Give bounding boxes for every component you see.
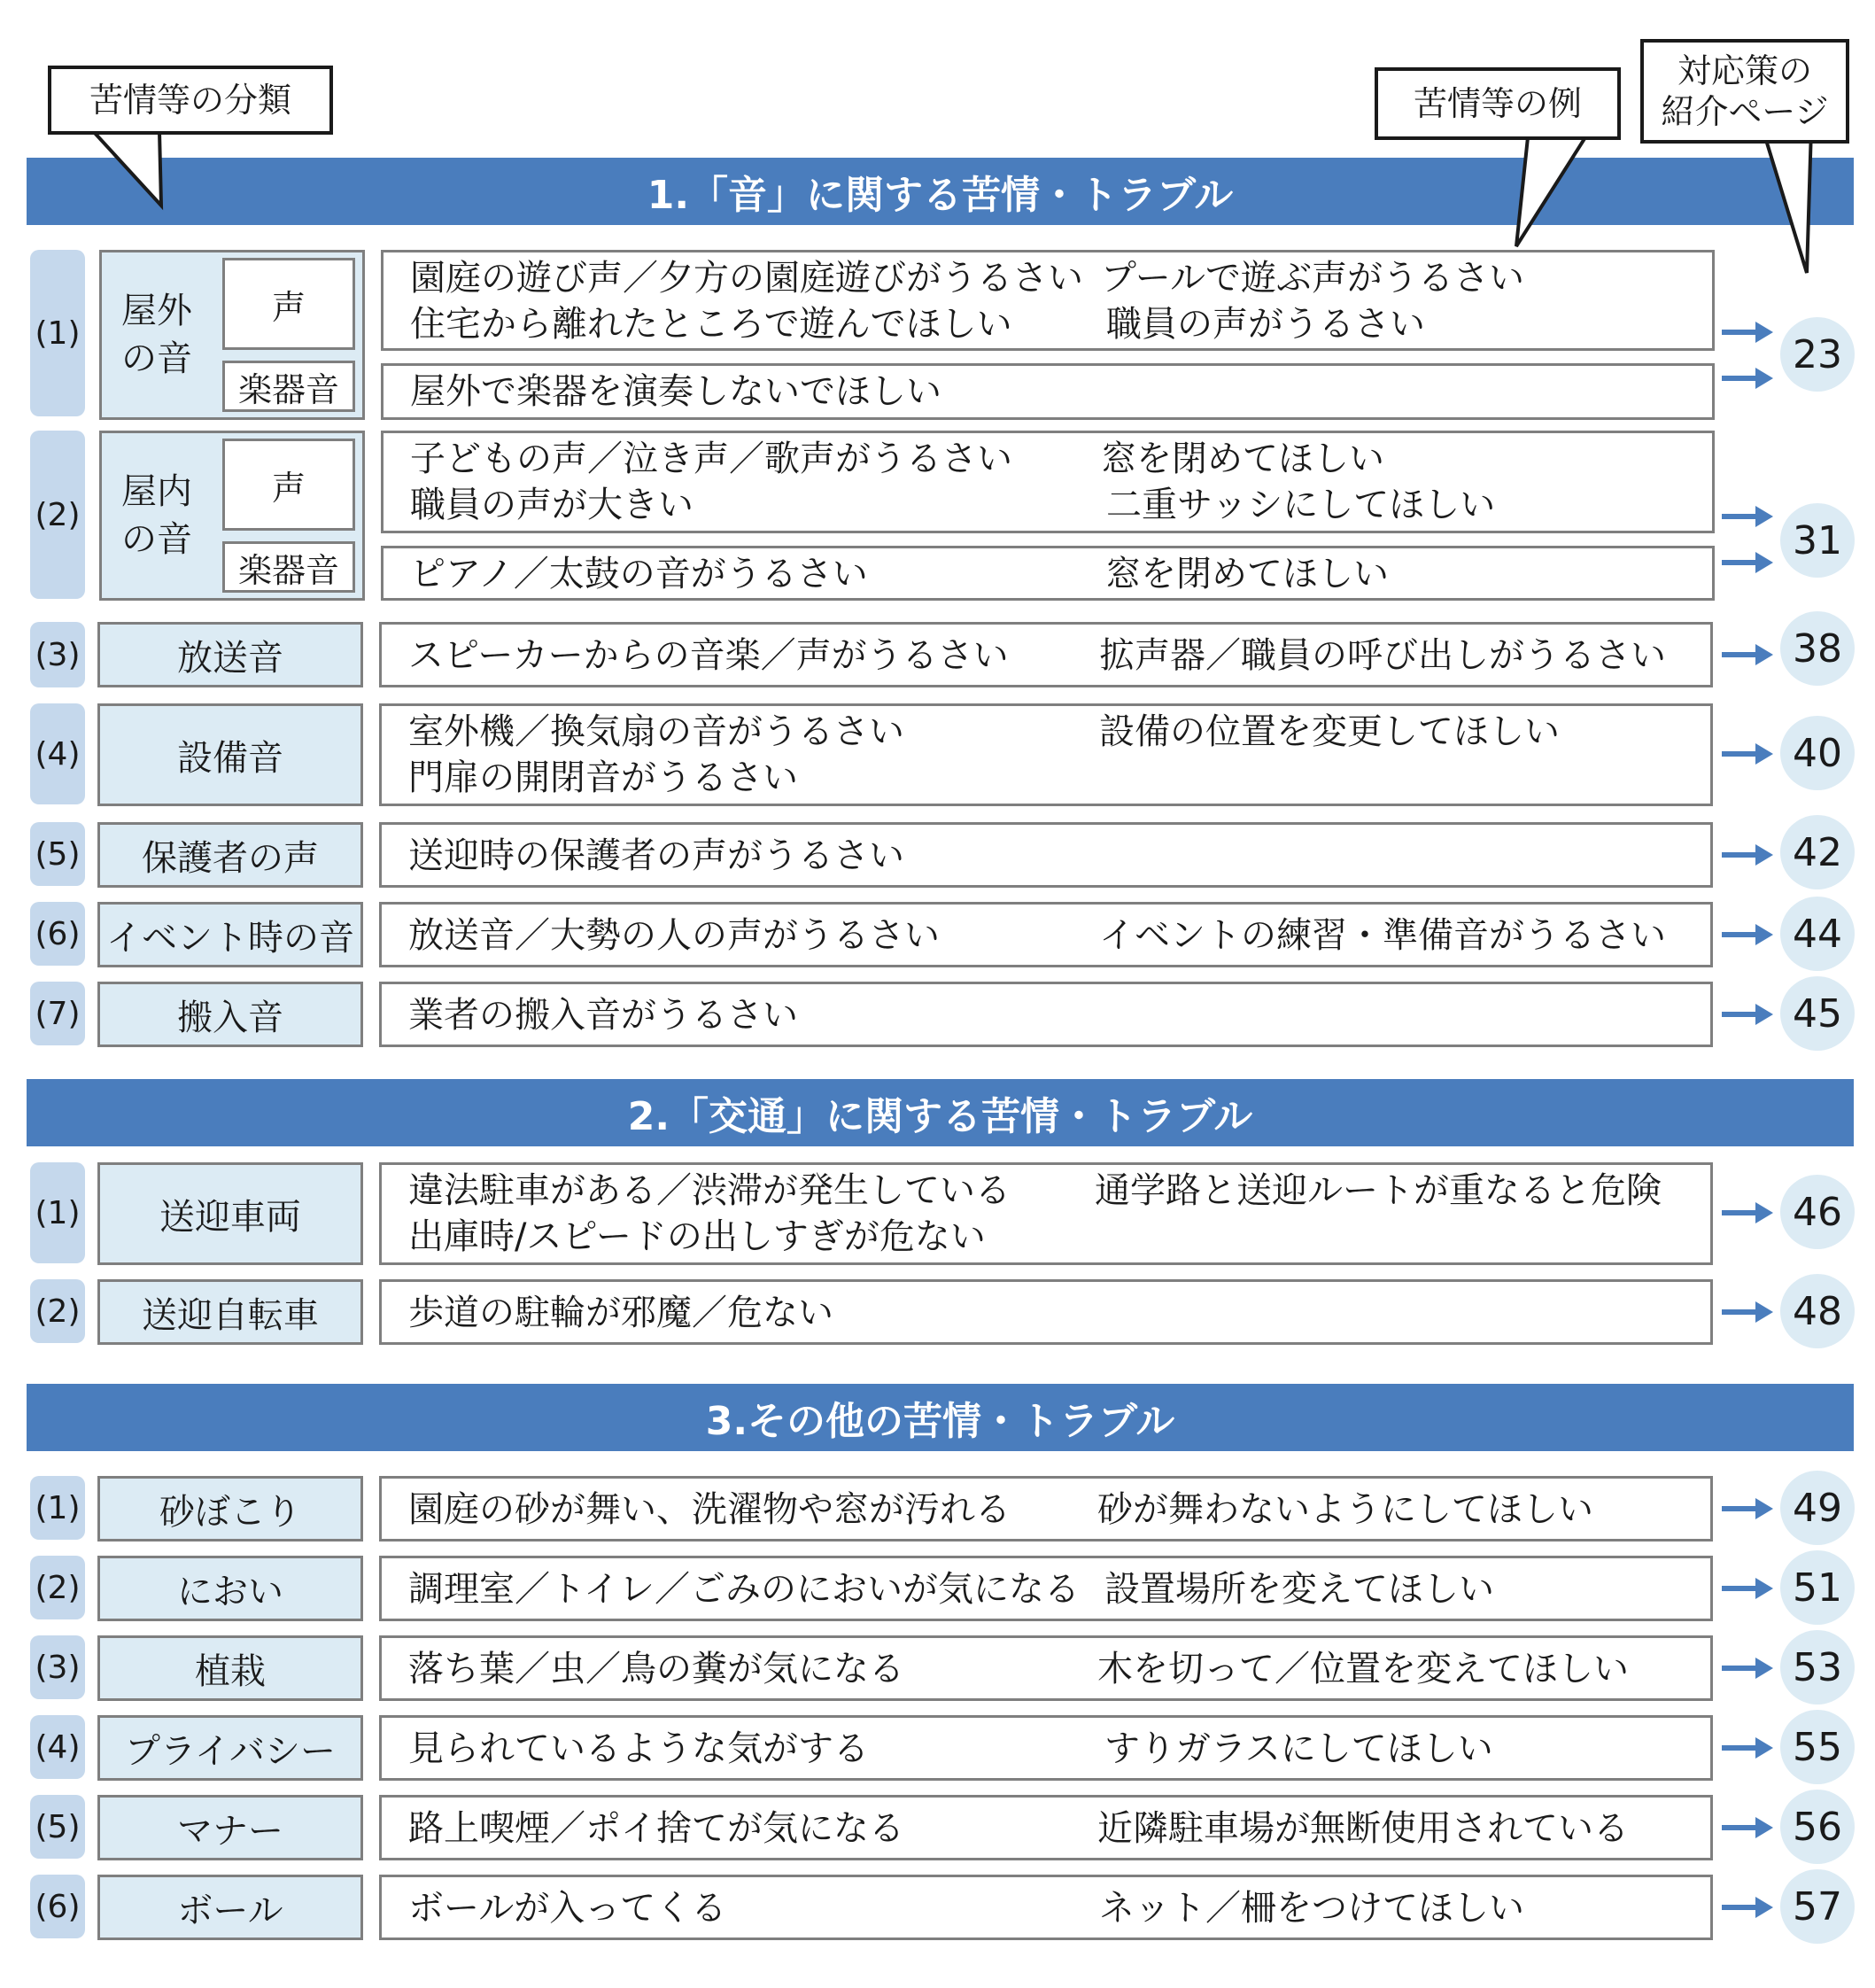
example-text: 職員の声がうるさい [1106,304,1425,345]
examples-box [379,1635,1713,1701]
row-number: (6) [30,902,85,966]
right-arrow-icon [1722,641,1775,668]
category-broadcast-sound: 放送音 [97,622,363,687]
right-arrow-icon [1722,549,1775,576]
example-text: 二重サッシにしてほしい [1106,485,1496,525]
page-number-badge[interactable]: 38 [1780,611,1855,686]
right-arrow-icon [1722,1814,1775,1841]
example-text: 見られているような気がする [408,1728,869,1769]
example-text: 路上喫煙／ポイ捨てが気になる [408,1808,904,1849]
example-text: 放送音／大勢の人の声がうるさい [408,915,940,956]
row-number: (2) [30,1279,85,1343]
category-name-line2: の音 [121,519,192,560]
example-text: 通学路と送迎ルートが重なると危険 [1095,1170,1662,1211]
page-number-badge[interactable]: 45 [1780,976,1855,1051]
example-text: 設置場所を変えてほしい [1104,1569,1494,1610]
page-number-badge[interactable]: 48 [1780,1274,1855,1348]
examples-box [379,982,1713,1047]
example-text: 砂が舞わないようにしてほしい [1097,1489,1593,1530]
example-text: 職員の声が大きい [410,485,693,525]
category-pickup-vehicles: 送迎車両 [97,1162,363,1265]
category-delivery-sound: 搬入音 [97,982,363,1047]
example-text: 住宅から離れたところで遊んでほしい [410,304,1012,345]
examples-box [379,703,1713,806]
row-number: (6) [30,1875,85,1938]
right-arrow-icon [1722,1735,1775,1761]
category-privacy: プライバシー [97,1715,363,1781]
right-arrow-icon [1722,1299,1775,1325]
row-number: (7) [30,982,85,1045]
section-banner-sound: 1.「音」に関する苦情・トラブル [27,158,1854,225]
page-number-badge[interactable]: 46 [1780,1175,1855,1249]
row-number: (1) [30,1162,85,1263]
examples-box [379,902,1713,967]
example-text: 窓を閉めてほしい [1101,439,1384,479]
examples-box [381,546,1715,601]
page-number-badge[interactable]: 57 [1780,1869,1855,1944]
example-text: 送迎時の保護者の声がうるさい [408,835,904,876]
row-number: (5) [30,822,85,886]
right-arrow-icon [1722,503,1775,530]
right-arrow-icon [1722,1001,1775,1028]
row-number: (2) [30,1556,85,1619]
subcategory-instrument: 楽器音 [222,361,355,412]
example-text: イベントの練習・準備音がうるさい [1099,915,1666,956]
examples-box [379,1715,1713,1781]
row-number: (4) [30,703,85,804]
category-callout-pointer [0,0,1875,283]
category-sand-dust: 砂ぼこり [97,1476,363,1541]
example-text: 窓を閉めてほしい [1105,554,1389,594]
row-number: (5) [30,1795,85,1859]
row-number: (4) [30,1715,85,1779]
category-event-sound: イベント時の音 [97,902,363,967]
section-banner-traffic: 2.「交通」に関する苦情・トラブル [27,1079,1854,1146]
examples-box [379,1556,1713,1621]
category-name-line1: 屋内 [121,471,192,512]
category-callout: 苦情等の分類 [48,66,333,135]
examples-box [381,363,1715,420]
category-parent-voices: 保護者の声 [97,822,363,888]
page-number-badge[interactable]: 53 [1780,1630,1855,1705]
example-text: 違法駐車がある／渋滞が発生している [408,1170,1011,1211]
examples-box [379,1795,1713,1860]
category-pickup-bicycles: 送迎自転車 [97,1279,363,1345]
page-number-badge[interactable]: 23 [1780,317,1855,392]
page-number-badge[interactable]: 31 [1780,503,1855,578]
examples-box [381,431,1715,533]
example-text: 屋外で楽器を演奏しないでほしい [410,371,941,412]
examples-box [379,1162,1713,1265]
page-number-badge[interactable]: 55 [1780,1710,1855,1784]
right-arrow-icon [1722,1575,1775,1602]
right-arrow-icon [1722,1200,1775,1226]
section-banner-other: 3.その他の苦情・トラブル [27,1384,1854,1451]
page-number-badge[interactable]: 44 [1780,897,1855,971]
page-number-badge[interactable]: 42 [1780,815,1855,889]
example-text: プールで遊ぶ声がうるさい [1101,258,1524,299]
example-text: 出庫時/スピードの出しすぎが危ない [408,1216,986,1257]
example-text: すりガラスにしてほしい [1104,1728,1493,1769]
right-arrow-icon [1722,842,1775,868]
category-name-line1: 屋外 [121,291,192,331]
category-indoor-sound [99,431,365,601]
category-name-line2: の音 [121,338,192,379]
examples-box [379,1875,1713,1940]
category-ball: ボール [97,1875,363,1940]
row-number: (1) [30,250,85,416]
category-equipment-sound: 設備音 [97,703,363,806]
category-odor: におい [97,1556,363,1621]
right-arrow-icon [1722,741,1775,767]
row-number: (3) [30,1635,85,1699]
examples-box [379,622,1713,687]
right-arrow-icon [1722,1894,1775,1921]
example-text: 室外機／換気扇の音がうるさい [408,711,904,752]
example-text: 園庭の遊び声／夕方の園庭遊びがうるさい [410,258,1083,299]
subcategory-voice: 声 [222,258,355,350]
subcategory-voice: 声 [222,439,355,531]
right-arrow-icon [1722,921,1775,948]
example-text: 歩道の駐輪が邪魔／危ない [408,1293,833,1333]
page-number-badge[interactable]: 51 [1780,1550,1855,1625]
example-text: 園庭の砂が舞い、洗濯物や窓が汚れる [408,1489,1011,1530]
examples-box [379,822,1713,888]
pages-callout-line1: 対応策の [1677,51,1812,90]
example-text: 近隣駐車場が無断使用されている [1097,1808,1629,1849]
example-text: 業者の搬入音がうるさい [408,995,798,1036]
page-number-badge[interactable]: 49 [1780,1471,1855,1545]
row-number: (1) [30,1476,85,1540]
example-text: 落ち葉／虫／鳥の糞が気になる [408,1649,904,1689]
examples-box [379,1476,1713,1541]
subcategory-instrument: 楽器音 [222,541,355,593]
right-arrow-icon [1722,1655,1775,1681]
row-number: (3) [30,622,85,687]
pages-callout [1640,39,1849,144]
example-text: ピアノ／太鼓の音がうるさい [410,554,868,594]
pages-callout-line2: 紹介ページ [1661,92,1829,131]
page-number-badge[interactable]: 56 [1780,1790,1855,1864]
example-text: 拡声器／職員の呼び出しがうるさい [1099,635,1666,676]
examples-box [379,1279,1713,1345]
example-text: ボールが入ってくる [408,1888,727,1929]
example-text: 設備の位置を変更してほしい [1099,711,1560,752]
right-arrow-icon [1722,1495,1775,1522]
example-text: 門扉の開閉音がうるさい [408,757,798,798]
example-text: 調理室／トイレ／ごみのにおいが気になる [408,1569,1080,1610]
page-number-badge[interactable]: 40 [1780,716,1855,790]
example-text: ネット／柵をつけてほしい [1099,1888,1524,1929]
example-text: スピーカーからの音楽／声がうるさい [408,635,1009,676]
example-text: 木を切って／位置を変えてほしい [1097,1649,1629,1689]
category-group-label [121,433,219,598]
category-plants: 植栽 [97,1635,363,1701]
right-arrow-icon [1722,365,1775,392]
example-text: 子どもの声／泣き声／歌声がうるさい [410,439,1012,479]
examples-callout: 苦情等の例 [1375,67,1621,140]
right-arrow-icon [1722,319,1775,346]
row-number: (2) [30,431,85,599]
category-manners: マナー [97,1795,363,1860]
